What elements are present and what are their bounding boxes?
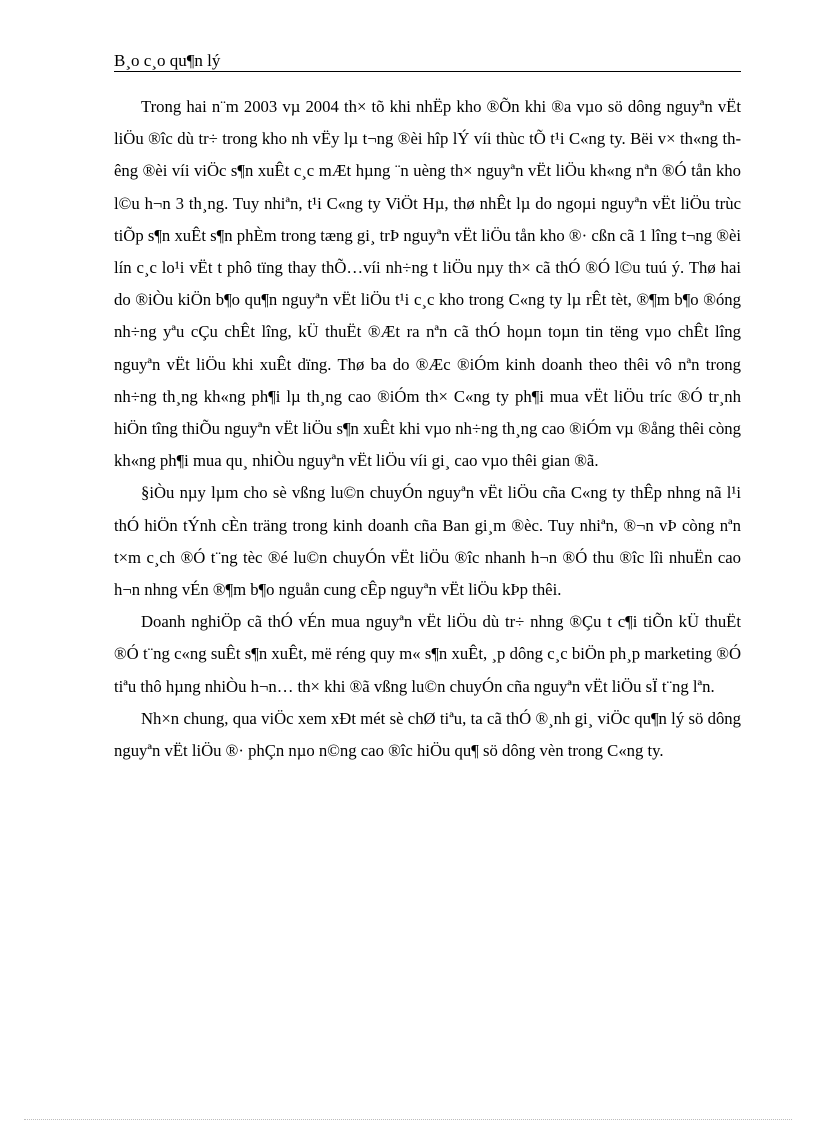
body-paragraph-2: §iÒu nµy lµm cho sè vßng lu©n chuyÓn nguyªn vËt liÖu cña C«ng ty thÊp nhng nã l¹i thÓ hiÖn tÝnh cÈn träng trong kinh doanh cña Ban gi¸m ®èc. Tuy nhiªn, ®¬n vÞ còng nªn t×m c¸ch ®Ó t¨ng tèc ®é lu©n chuyÓn vËt liÖu ®îc nhanh h¬n ®Ó thu ®îc lîi nhuËn cao h¬n nhng vÉn ®¶m b¶o nguån cung cÊp nguyªn vËt liÖu kÞp thêi. bbox=[114, 483, 741, 600]
body-paragraph-4: Nh×n chung, qua viÖc xem xÐt mét sè chØ tiªu, ta cã thÓ ®¸nh gi¸ viÖc qu¶n lý sö dông nguyªn vËt liÖu ®· phÇn nµo n©ng cao ®îc hiÖu qu¶ sö dông vèn trong C«ng ty. bbox=[114, 708, 741, 761]
page-header-title: B¸o c¸o qu¶n lý bbox=[114, 51, 221, 70]
body-paragraph-1: Trong hai n¨m 2003 vµ 2004 th× tõ khi nhËp kho ®Õn khi ®a vµo sö dông nguyªn vËt liÖu ®îc dù tr÷ trong kho nh vËy lµ t¬ng ®èi hîp lÝ víi thùc tÕ t¹i C«ng ty. Bëi v× th«ng thêng ®èi víi viÖc s¶n xuÊt c¸c mÆt hµng ¨n uèng th× nguyªn vËt liÖu kh«ng nªn ®Ó tån kho l©u h¬n 3 th¸ng. Tuy nhiªn, t¹i C«ng ty ViÖt Hµ, thø nhÊt lµ do ngoµi nguyªn vËt liÖu trùc tiÕp s¶n xuÊt s¶n phÈm trong tæng gi¸ trÞ nguyªn vËt liÖu tån kho ®· cßn cã 1 lîng t¬ng ®èi lín c¸c lo¹i vËt t phô tïng thay thÕ…víi nh÷ng t liÖu nµy th× cã thÓ ®Ó l©u tuú ý. Thø hai do ®iÒu kiÖn b¶o qu¶n nguyªn vËt liÖu t¹i c¸c kho trong C«ng ty lµ rÊt tèt, ®¶m b¶o ®óng nh÷ng yªu cÇu chÊt lîng, kÜ thuËt ®Æt ra nªn cã thÓ hoµn toµn tin tëng vµo chÊt lîng nguyªn vËt liÖu khi xuÊt dïng. Thø ba do ®Æc ®iÓm kinh doanh theo thêi vô nªn trong nh÷ng th¸ng kh«ng ph¶i lµ th¸ng cao ®iÓm th× C«ng ty ph¶i mua vËt liÖu tríc ®Ó tr¸nh hiÖn tîng thiÕu nguyªn vËt liÖu s¶n xuÊt khi vµo nh÷ng th¸ng cao ®iÓm vµ ®ång thêi còng kh«ng ph¶i mua qu¸ nhiÒu nguyªn vËt liÖu víi gi¸ cao vµo thêi gian ®ã. bbox=[114, 97, 741, 471]
body-paragraph-3: Doanh nghiÖp cã thÓ vÉn mua nguyªn vËt liÖu dù tr÷ nhng ®Çu t c¶i tiÕn kÜ thuËt ®Ó t¨ng c«ng suÊt s¶n xuÊt, më réng quy m« s¶n xuÊt, ¸p dông c¸c biÖn ph¸p marketing ®Ó tiªu thô hµng nhiÒu h¬n… th× khi ®ã vßng lu©n chuyÓn cña nguyªn vËt liÖu sÏ t¨ng lªn. bbox=[114, 612, 741, 696]
page-bottom-border bbox=[24, 1119, 792, 1120]
header-divider bbox=[114, 71, 741, 72]
document-body bbox=[114, 91, 741, 767]
